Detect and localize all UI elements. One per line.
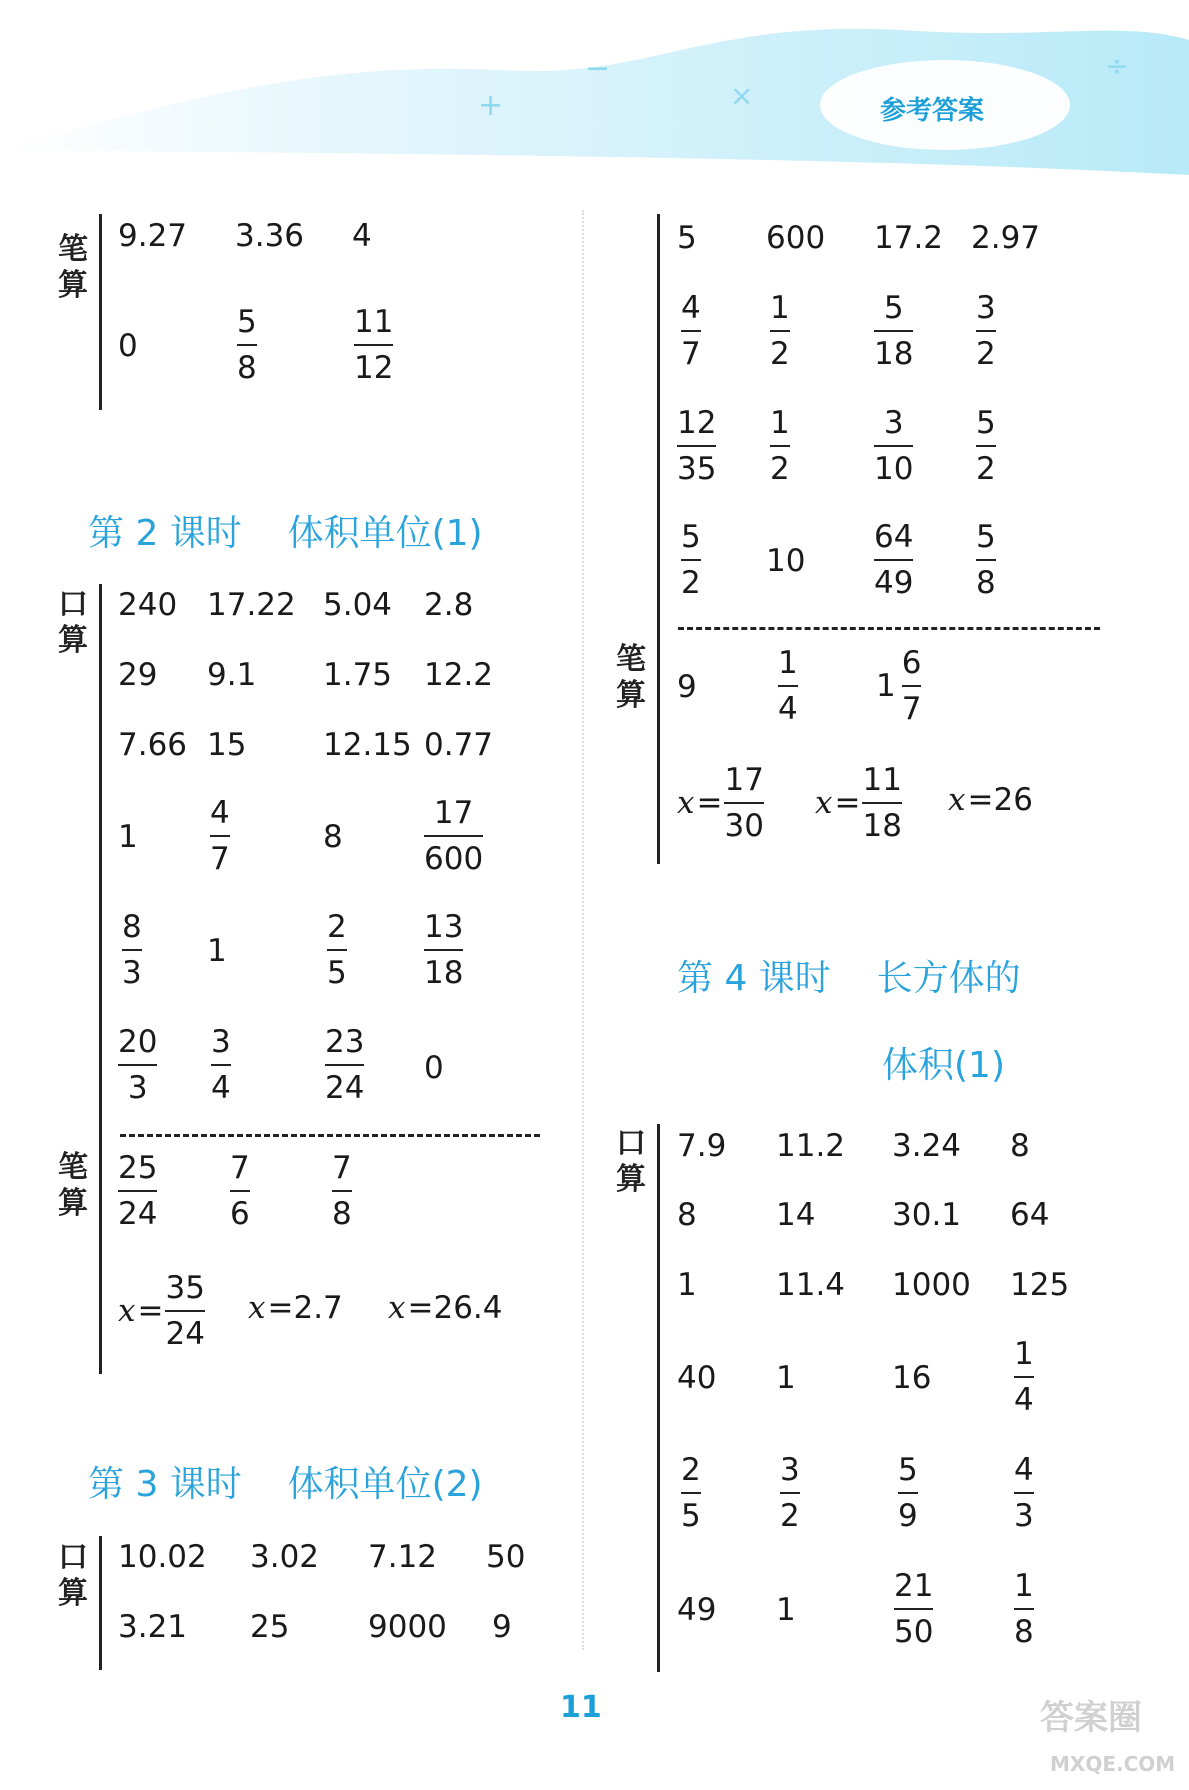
answer-cell: 8	[1010, 1128, 1030, 1164]
header-banner	[0, 0, 1189, 180]
label-bisuan: 笔算	[616, 642, 646, 713]
answer-cell: 1000	[892, 1267, 971, 1303]
fraction: 5 2	[976, 405, 996, 487]
fraction: 1 2	[770, 290, 790, 372]
answer-cell: 29	[118, 657, 158, 693]
fraction: 1 4	[778, 645, 798, 727]
answer-cell: 7.12	[368, 1539, 438, 1575]
answer-cell: 11.2	[776, 1128, 846, 1164]
fraction: 20 3	[118, 1024, 158, 1106]
fraction: 64 49	[874, 519, 914, 601]
label-bisuan: 笔算	[58, 1150, 88, 1221]
answer-cell: 7.9	[677, 1128, 727, 1164]
fraction: 17 600	[424, 795, 484, 877]
fraction: 3 10	[874, 405, 914, 487]
header-title: 参考答案	[880, 96, 985, 126]
label-kousuan: 口算	[58, 587, 88, 658]
equation: x = 2.7	[248, 1290, 343, 1326]
fraction: 5 18	[874, 290, 914, 372]
equation: x = 35 24	[118, 1270, 205, 1352]
label-kousuan: 口算	[616, 1126, 646, 1197]
answer-cell: 9000	[368, 1609, 447, 1645]
answer-cell: 0	[118, 328, 138, 364]
answer-cell: 50	[486, 1539, 526, 1575]
equation: x = 11 18	[815, 762, 902, 844]
fraction: 21 50	[894, 1568, 934, 1650]
answer-cell: 600	[766, 220, 826, 256]
section-heading-lesson4-line2: 体积(1)	[882, 1045, 1005, 1086]
answer-cell: 10.02	[118, 1539, 207, 1575]
answer-cell: 12.2	[424, 657, 494, 693]
answer-cell: 9	[677, 669, 697, 705]
answer-cell: 1	[776, 1592, 796, 1628]
answer-cell: 4	[352, 218, 372, 254]
mixed-number: 1 6 7	[876, 645, 922, 727]
fraction: 7 6	[230, 1150, 250, 1232]
answer-cell: 17.22	[207, 587, 296, 623]
answer-cell: 10	[766, 543, 806, 579]
fraction: 3 2	[976, 290, 996, 372]
answer-cell: 30.1	[892, 1197, 962, 1233]
answer-cell: 3.36	[235, 218, 305, 254]
answer-cell: 5	[677, 220, 697, 256]
fraction: 4 7	[210, 795, 230, 877]
equation: x = 26.4	[388, 1290, 503, 1326]
dashed-divider	[120, 1134, 540, 1137]
answer-cell: 1.75	[323, 657, 393, 693]
fraction: 3 2	[780, 1452, 800, 1534]
answer-cell: 0	[424, 1050, 444, 1086]
answer-cell: 8	[677, 1197, 697, 1233]
fraction: 5 8	[976, 519, 996, 601]
section-heading-lesson2: 第 2 课时 体积单位(1)	[88, 513, 483, 554]
fraction: 5 8	[237, 304, 257, 386]
answer-cell: 1	[207, 933, 227, 969]
fraction: 1 4	[1014, 1336, 1034, 1418]
label-kousuan: 口算	[58, 1540, 88, 1611]
answer-cell: 9.1	[207, 657, 257, 693]
fraction: 5 9	[898, 1452, 918, 1534]
answer-cell: 8	[323, 819, 343, 855]
answer-cell: 2.8	[424, 587, 474, 623]
fraction: 8 3	[122, 909, 142, 991]
fraction: 5 2	[681, 519, 701, 601]
answer-cell: 49	[677, 1592, 717, 1628]
watermark-url: MXQE.COM	[1050, 1752, 1176, 1776]
section-heading-lesson4: 第 4 课时 长方体的	[677, 958, 1021, 999]
answer-cell: 25	[250, 1609, 290, 1645]
answer-cell: 1	[118, 819, 138, 855]
bracket-line	[657, 1124, 660, 1672]
fraction: 12 35	[677, 405, 717, 487]
fraction: 1 2	[770, 405, 790, 487]
label-bisuan: 笔算	[58, 232, 88, 303]
answer-cell: 3.21	[118, 1609, 188, 1645]
fraction: 11 12	[354, 304, 394, 386]
fraction: 23 24	[325, 1024, 365, 1106]
divide-sign-icon: ÷	[1105, 49, 1129, 82]
answer-cell: 1	[677, 1267, 697, 1303]
answer-cell: 5.04	[323, 587, 393, 623]
watermark-logo: 答案圈	[1040, 1698, 1142, 1738]
answer-cell: 3.24	[892, 1128, 962, 1164]
answer-cell: 17.2	[874, 220, 944, 256]
answer-cell: 7.66	[118, 727, 188, 763]
fraction: 4 7	[681, 290, 701, 372]
answer-cell: 0.77	[424, 727, 494, 763]
plus-sign-icon: +	[478, 88, 504, 123]
answer-cell: 2.97	[971, 220, 1041, 256]
fraction: 25 24	[118, 1150, 158, 1232]
equation: x = 26	[948, 782, 1033, 818]
bracket-line	[99, 214, 102, 410]
answer-cell: 125	[1010, 1267, 1070, 1303]
answer-cell: 15	[207, 727, 247, 763]
answer-cell: 40	[677, 1360, 717, 1396]
answer-cell: 14	[776, 1197, 816, 1233]
answer-cell: 11.4	[776, 1267, 846, 1303]
column-divider	[582, 210, 584, 1650]
fraction: 4 3	[1014, 1452, 1034, 1534]
answer-cell: 16	[892, 1360, 932, 1396]
dashed-divider	[678, 627, 1100, 630]
equation: x = 17 30	[677, 762, 764, 844]
page-number: 11	[560, 1690, 602, 1725]
fraction: 3 4	[211, 1024, 231, 1106]
bracket-line	[99, 1536, 102, 1670]
bracket-line	[657, 214, 660, 864]
answer-cell: 12.15	[323, 727, 412, 763]
minus-sign-icon: −	[585, 51, 611, 86]
bracket-line	[99, 584, 102, 1374]
answer-cell: 3.02	[250, 1539, 320, 1575]
answer-cell: 9.27	[118, 218, 188, 254]
fraction: 2 5	[681, 1452, 701, 1534]
fraction: 1 8	[1014, 1568, 1034, 1650]
banner-graphic	[0, 0, 1189, 180]
fraction: 7 8	[332, 1150, 352, 1232]
answer-cell: 240	[118, 587, 178, 623]
times-sign-icon: ×	[730, 79, 754, 112]
answer-cell: 64	[1010, 1197, 1050, 1233]
fraction: 13 18	[424, 909, 464, 991]
answer-cell: 9	[492, 1609, 512, 1645]
answer-cell: 1	[776, 1360, 796, 1396]
section-heading-lesson3: 第 3 课时 体积单位(2)	[88, 1464, 483, 1505]
fraction: 2 5	[327, 909, 347, 991]
